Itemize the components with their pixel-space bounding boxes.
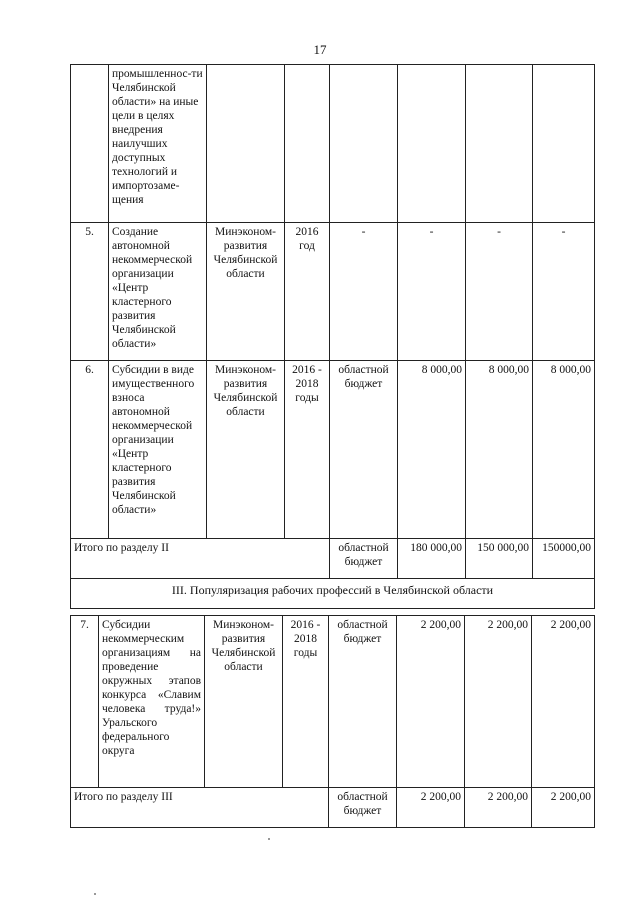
amount-2018-cell: 8 000,00 bbox=[533, 361, 595, 539]
amount-2017-cell: 2 200,00 bbox=[465, 616, 532, 788]
amount-2016-cell: 180 000,00 bbox=[398, 539, 466, 579]
total-label: Итого по разделу III bbox=[71, 788, 329, 828]
amount-2016-cell: 8 000,00 bbox=[398, 361, 466, 539]
funding-source-cell: областной бюджет bbox=[330, 539, 398, 579]
amount-2018-cell: 150000,00 bbox=[533, 539, 595, 579]
measure-name-cell: промышленнос-ти Челябинской области» на иные цели в целях внедрения наилучших доступных технологий и импортозаме-щения bbox=[109, 65, 207, 223]
measure-name-cell: Субсидии в виде имущественного взноса автономной некоммерческой организации «Центр кластерного развития Челябинской области» bbox=[109, 361, 207, 539]
funding-source-cell: - bbox=[330, 223, 398, 361]
row-number: 5. bbox=[71, 223, 109, 361]
amount-2017-cell: - bbox=[466, 223, 533, 361]
amount-2018-cell: 2 200,00 bbox=[532, 616, 595, 788]
measure-name-cell: Создание автономной некоммерческой организации «Центр кластерного развития Челябинской области» bbox=[109, 223, 207, 361]
row-number: 6. bbox=[71, 361, 109, 539]
page-number: 17 bbox=[313, 42, 327, 57]
section-3-total-row bbox=[71, 788, 595, 828]
total-label: Итого по разделу II bbox=[71, 539, 330, 579]
scan-speck bbox=[268, 838, 270, 840]
period-cell: 2016 год bbox=[285, 223, 330, 361]
funding-source-cell: областной бюджет bbox=[330, 361, 398, 539]
measure-name-cell: Субсидии некоммерческим организациям на проведение окружных этапов конкурса «Славим человека труда!» Уральского федерального округа bbox=[99, 616, 205, 788]
amount-2018-cell: - bbox=[533, 223, 595, 361]
measures-table-lower bbox=[70, 615, 595, 828]
executor-cell: Минэконом-развития Челябинской области bbox=[207, 361, 285, 539]
executor-cell: Минэконом-развития Челябинской области bbox=[207, 223, 285, 361]
section-title: III. Популяризация рабочих профессий в Челябинской области bbox=[71, 579, 595, 609]
amount-2016-cell: 2 200,00 bbox=[397, 616, 465, 788]
row-number: 7. bbox=[71, 616, 99, 788]
section-3-header-row bbox=[71, 579, 595, 609]
period-cell: 2016 - 2018 годы bbox=[283, 616, 329, 788]
funding-source-cell: областной бюджет bbox=[329, 616, 397, 788]
table-row-continuation bbox=[71, 65, 595, 223]
period-cell: 2016 - 2018 годы bbox=[285, 361, 330, 539]
scan-speck bbox=[94, 893, 96, 895]
amount-2016-cell: 2 200,00 bbox=[397, 788, 465, 828]
funding-source-cell: областной бюджет bbox=[329, 788, 397, 828]
table-row-7 bbox=[71, 616, 595, 788]
amount-2016-cell: - bbox=[398, 223, 466, 361]
table-row-6 bbox=[71, 361, 595, 539]
amount-2017-cell: 150 000,00 bbox=[466, 539, 533, 579]
measures-table-upper bbox=[70, 64, 595, 609]
table-row-5 bbox=[71, 223, 595, 361]
amount-2018-cell: 2 200,00 bbox=[532, 788, 595, 828]
executor-cell: Минэконом-развития Челябинской области bbox=[205, 616, 283, 788]
section-2-total-row bbox=[71, 539, 595, 579]
amount-2017-cell: 8 000,00 bbox=[466, 361, 533, 539]
amount-2017-cell: 2 200,00 bbox=[465, 788, 532, 828]
